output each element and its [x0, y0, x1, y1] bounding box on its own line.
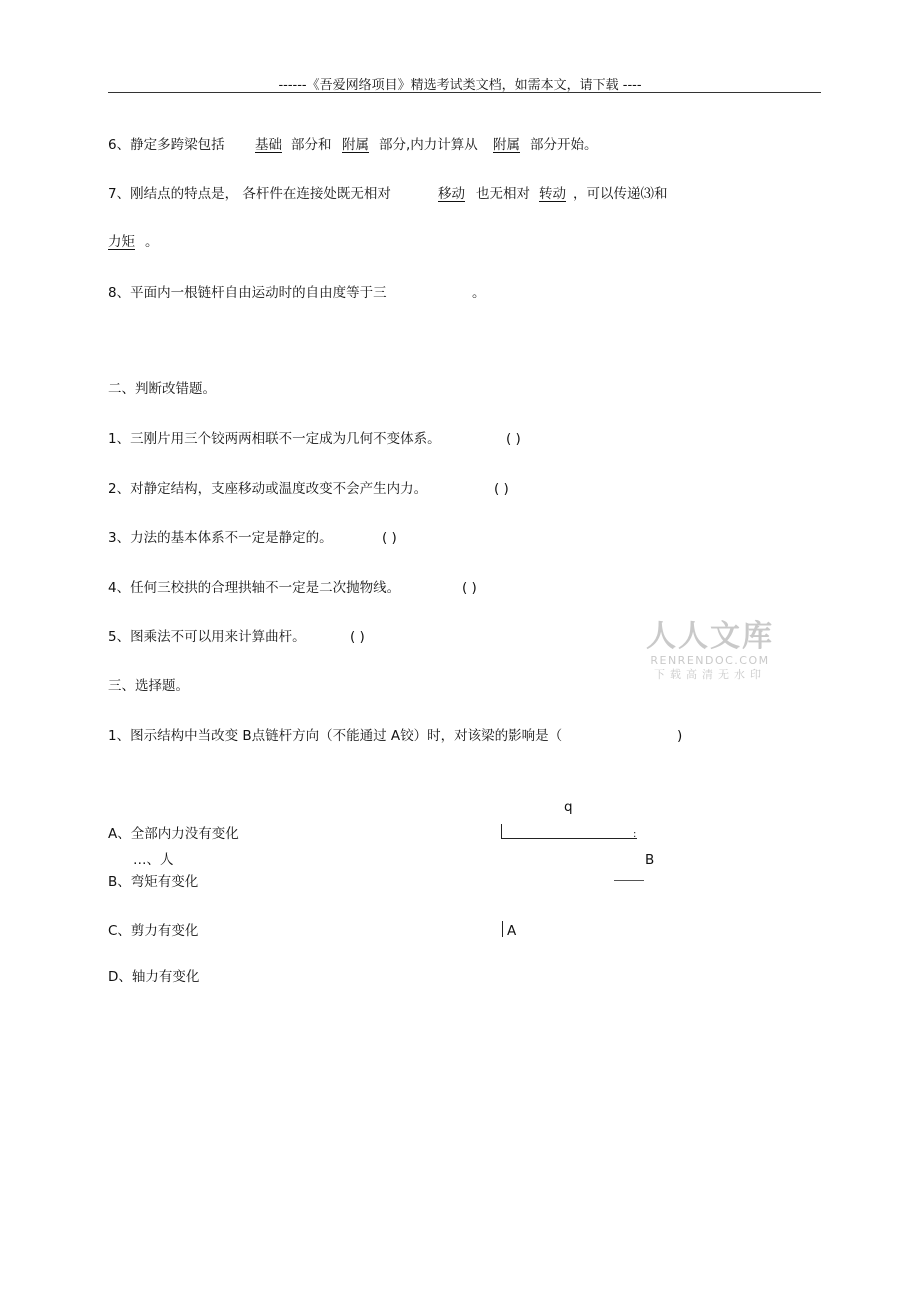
q6-answer-3: 附属	[493, 137, 520, 153]
tf-answer-paren: ( )	[506, 431, 521, 447]
option-c: C、剪力有变化	[108, 923, 199, 939]
beam-line	[501, 838, 637, 839]
header-rule	[108, 92, 821, 93]
support-label-b: B	[645, 852, 655, 868]
tf-item-text: 5、图乘法不可以用来计算曲杆。	[108, 629, 306, 645]
tf-answer-paren: ( )	[350, 629, 365, 645]
q7-answer-2: 转动	[539, 186, 566, 202]
support-label-a: A	[507, 923, 517, 939]
support-b-link	[614, 880, 644, 881]
beam-left-end-mark	[501, 824, 502, 838]
q6-mid-1: 部分和	[291, 137, 332, 153]
watermark-domain: RENRENDOC.COM	[650, 654, 770, 667]
section-3-title: 三、选择题。	[108, 678, 189, 694]
tf-item-text: 3、力法的基本体系不一定是静定的。	[108, 530, 333, 546]
q6-answer-2: 附属	[342, 137, 369, 153]
q7-prefix: 7、刚结点的特点是， 各杆件在连接处既无相对	[108, 186, 391, 202]
q7-suffix: ，可以传递⑶和	[573, 186, 668, 202]
q6-answer-1: 基础	[255, 137, 282, 153]
tf-answer-paren: ( )	[382, 530, 397, 546]
q7-mid-1: 也无相对	[476, 186, 530, 202]
choice-q1-text: 1、图示结构中当改变 B点链杆方向（不能通过 A铰）时，对该梁的影响是（	[108, 728, 563, 744]
q6-suffix: 部分开始。	[530, 137, 598, 153]
watermark-logo	[640, 620, 780, 682]
q7-answer-1: 移动	[438, 186, 465, 202]
tf-answer-paren: ( )	[494, 481, 509, 497]
q7-answer-3: 力矩	[108, 234, 135, 250]
option-d: D、轴力有变化	[108, 969, 200, 985]
tf-item-text: 4、任何三校拱的合理拱轴不一定是二次抛物线。	[108, 580, 401, 596]
q7-end: 。	[145, 234, 159, 250]
option-a-extra: …、人	[133, 852, 174, 868]
q6-prefix: 6、静定多跨梁包括	[108, 137, 225, 153]
watermark-sub: 下载高清无水印	[654, 668, 766, 681]
option-a: A、全部内力没有变化	[108, 826, 239, 842]
option-b: B、弯矩有变化	[108, 874, 199, 890]
tf-item-text: 1、三刚片用三个铰两两相联不一定成为几何不变体系。	[108, 431, 441, 447]
tf-item-text: 2、对静定结构，支座移动或温度改变不会产生内力。	[108, 481, 428, 497]
q8-end: 。	[472, 285, 486, 301]
q8-text: 8、平面内一根链杆自由运动时的自由度等于三	[108, 285, 387, 301]
watermark-main: 人人文库	[646, 619, 774, 654]
support-a-mark	[502, 921, 503, 937]
page-header: ------《吾爱网络项目》精选考试类文档，如需本文，请下载 ----	[278, 78, 642, 93]
q6-mid-2: 部分,内力计算从	[379, 137, 478, 153]
load-label-q: q	[564, 799, 573, 815]
section-2-title: 二、判断改错题。	[108, 381, 216, 397]
choice-q1-paren-close: )	[677, 728, 683, 744]
beam-right-mark: :	[633, 829, 637, 840]
tf-answer-paren: ( )	[462, 580, 477, 596]
